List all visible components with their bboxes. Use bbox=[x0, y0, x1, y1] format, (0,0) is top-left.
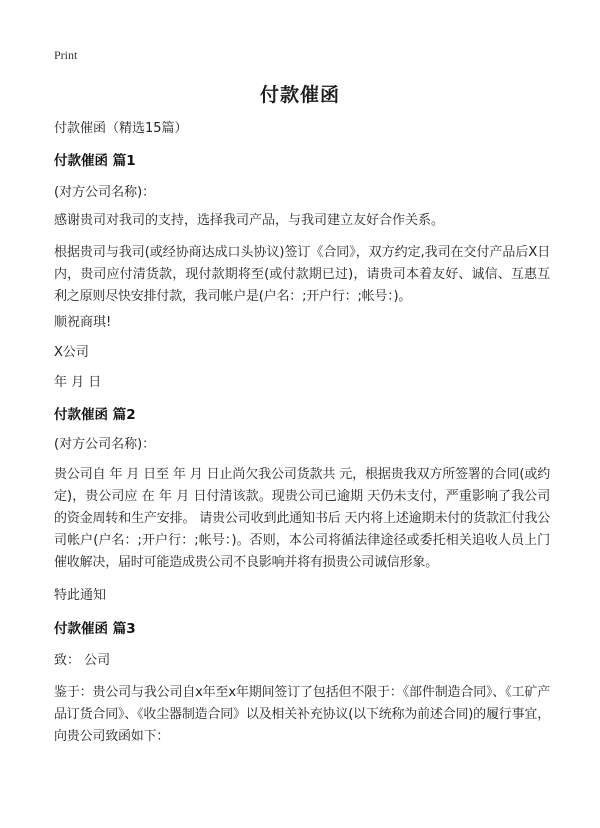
section-2-recipient: (对方公司名称)： bbox=[54, 437, 156, 452]
section-1-body: 根据贵司与我司(或经协商达成口头协议)签订《合同》，双方约定,我司在交付产品后X日内，贵司应付清货款，现付款期将至(或付款期已过)，请贵司本着友好、诚信、互惠互利之原则尽快安排付款，我司帐户是(户名：;开户行：;帐号：)。 bbox=[54, 245, 550, 304]
section-2-body: 贵公司自 年 月 日至 年 月 日止尚欠我公司货款共 元，根据贵我双方所签署的合同(或约定)，贵公司应 在 年 月 日付清该款。现贵公司已逾期 天仍未支付，严重影响了我公司的资金周转和生产安排。 请贵公司收到此通知书后 天内将上述逾期未付的货款汇付我公司帐户(户名：;开户行：;帐号：)。否则，本公司将循法律途径或委托相关追收人员上门催收解决，届时可能造成贵公司不良影响并将有损贵公司诚信形象。 bbox=[54, 467, 550, 570]
section-3-heading: 付款催函 篇3 bbox=[54, 621, 136, 637]
section-2-closing: 特此通知 bbox=[54, 588, 107, 603]
section-1-thanks: 感谢贵司对我司的支持，选择我司产品，与我司建立友好合作关系。 bbox=[54, 213, 445, 228]
section-1-closing: 顺祝商琪! bbox=[54, 315, 112, 330]
section-3-body: 鉴于：贵公司与我公司自x年至x年期间签订了包括但不限于：《部件制造合同》、《工矿产品订货合同》、《收尘器制造合同》以及相关补充协议(以下统称为前述合同)的履行事宜，向贵公司致函如下： bbox=[54, 685, 550, 744]
section-1-heading: 付款催函 篇1 bbox=[54, 153, 136, 169]
section-1-signature: X公司 bbox=[54, 345, 89, 360]
document-subtitle: 付款催函（精选15篇） bbox=[54, 121, 188, 136]
print-link[interactable]: Print bbox=[54, 48, 78, 62]
page-title: 付款催函 bbox=[259, 84, 340, 106]
section-1-date: 年 月 日 bbox=[54, 375, 102, 390]
section-3-recipient: 致： 公司 bbox=[54, 653, 111, 668]
section-1-recipient: (对方公司名称)： bbox=[54, 185, 156, 200]
section-2-heading: 付款催函 篇2 bbox=[54, 407, 136, 423]
